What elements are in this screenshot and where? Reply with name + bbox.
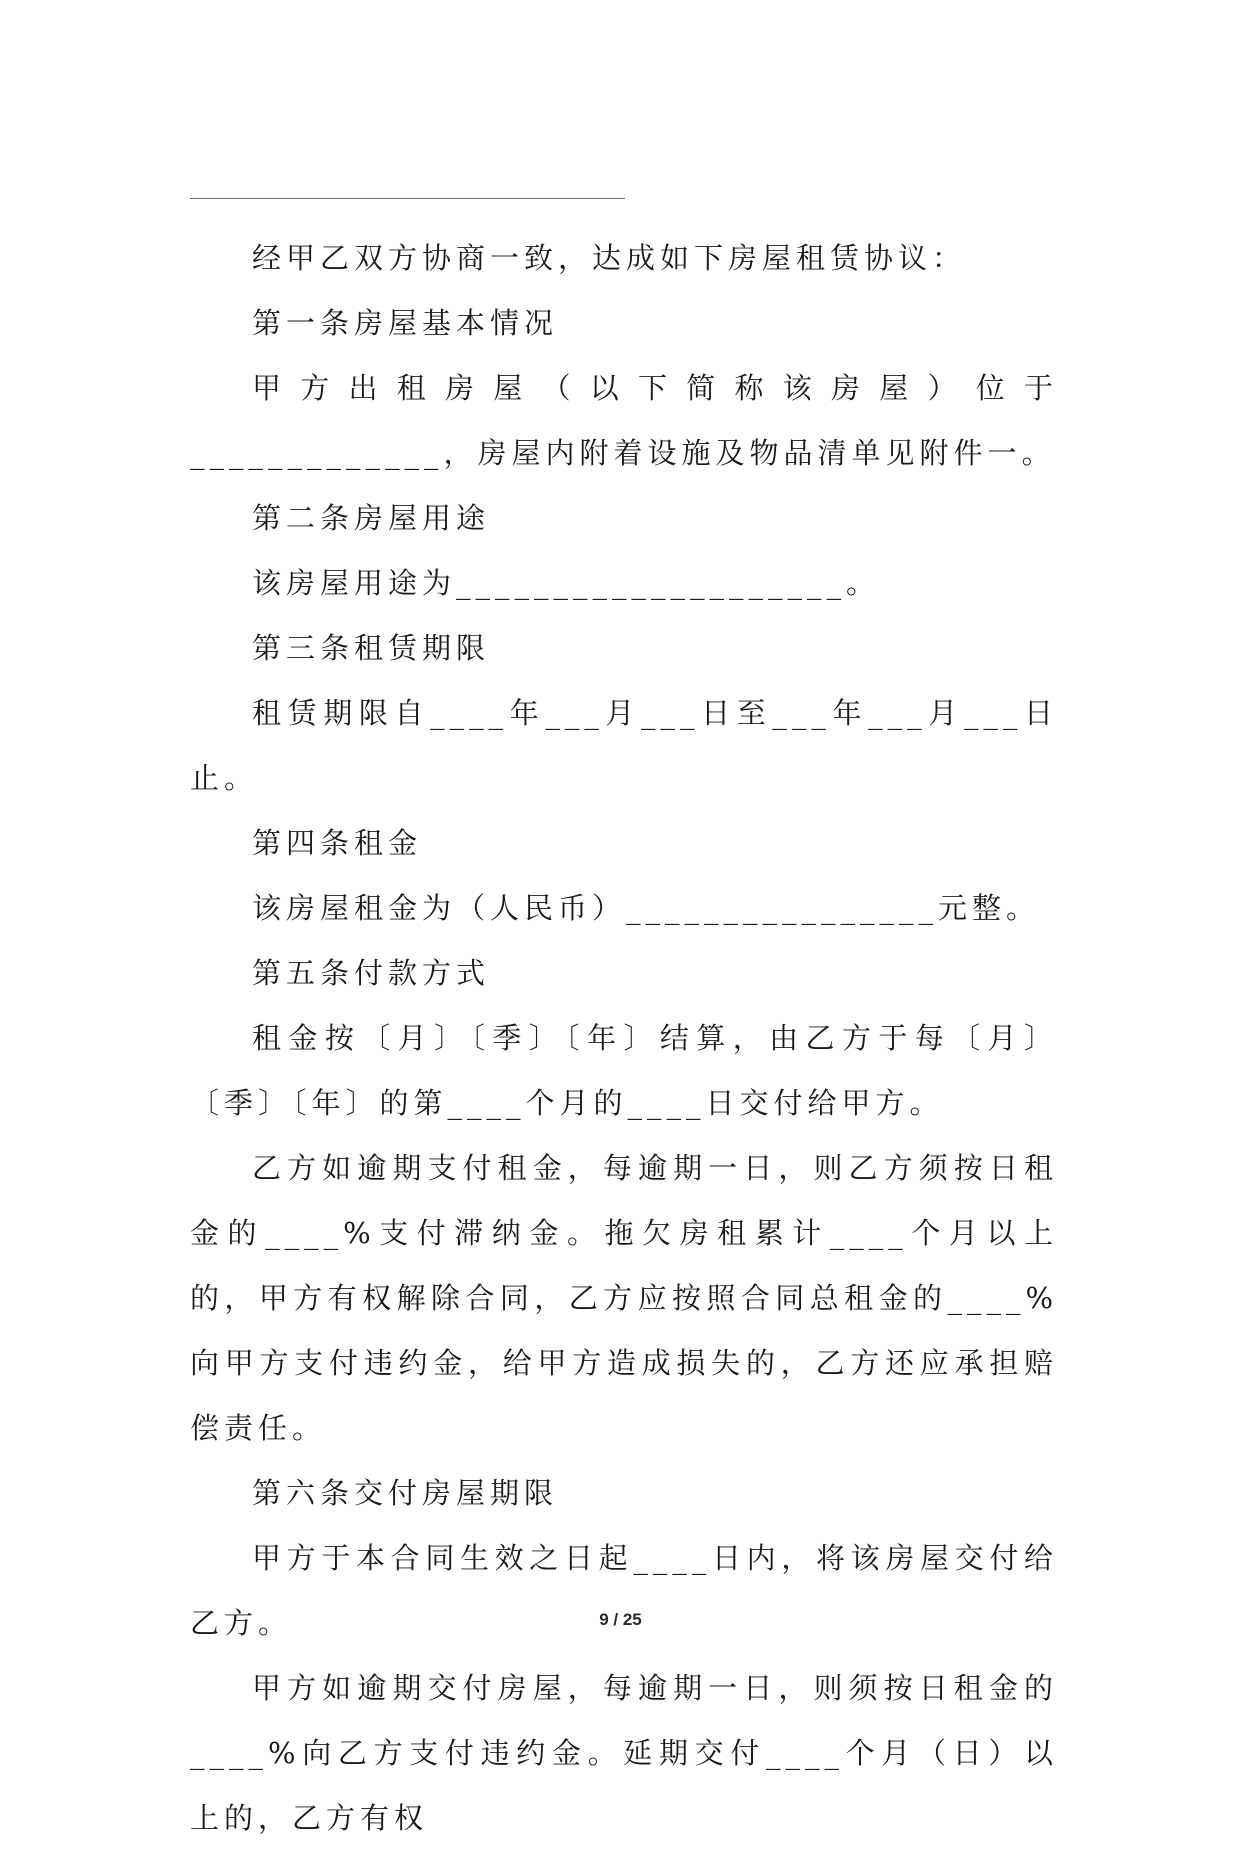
paragraph-property-location: 甲方出租房屋（以下简称该房屋）位于_____________，房屋内附着设施及物品清单见附件一。 [190, 371, 1058, 470]
heading-article-6: 第六条交付房屋期限 [252, 1476, 559, 1510]
paragraph-property-use: 该房屋用途为____________________。 [252, 566, 881, 600]
paragraph-payment-schedule: 租金按〔月〕〔季〕〔年〕结算，由乙方于每〔月〕〔季〕〔年〕的第____个月的____日交付给甲方。 [190, 1021, 1058, 1120]
document-body [190, 226, 1058, 1851]
heading-article-5: 第五条付款方式 [252, 956, 491, 990]
paragraph-agreement-intro: 经甲乙双方协商一致，达成如下房屋租赁协议： [252, 241, 967, 275]
paragraph-late-handover: 甲方如逾期交付房屋，每逾期一日，则须按日租金的____%向乙方支付违约金。延期交付____个月（日）以上的，乙方有权 [190, 1671, 1058, 1835]
page-number: 9 / 25 [599, 1610, 642, 1629]
heading-article-1: 第一条房屋基本情况 [252, 306, 559, 340]
paragraph-late-payment: 乙方如逾期支付租金，每逾期一日，则乙方须按日租金的____%支付滞纳金。拖欠房租累计____个月以上的，甲方有权解除合同，乙方应按照合同总租金的____%向甲方支付违约金，给甲方造成损失的，乙方还应承担赔偿责任。 [190, 1151, 1058, 1445]
paragraph-lease-term: 租赁期限自____年___月___日至___年___月___日止。 [190, 696, 1058, 795]
heading-article-3: 第三条租赁期限 [252, 631, 491, 665]
top-divider-line [190, 198, 625, 199]
paragraph-handover-deadline: 甲方于本合同生效之日起____日内，将该房屋交付给乙方。 [190, 1541, 1058, 1640]
heading-article-4: 第四条租金 [252, 826, 423, 860]
paragraph-rent-amount: 该房屋租金为（人民币）________________元整。 [252, 891, 1041, 925]
heading-article-2: 第二条房屋用途 [252, 501, 491, 535]
